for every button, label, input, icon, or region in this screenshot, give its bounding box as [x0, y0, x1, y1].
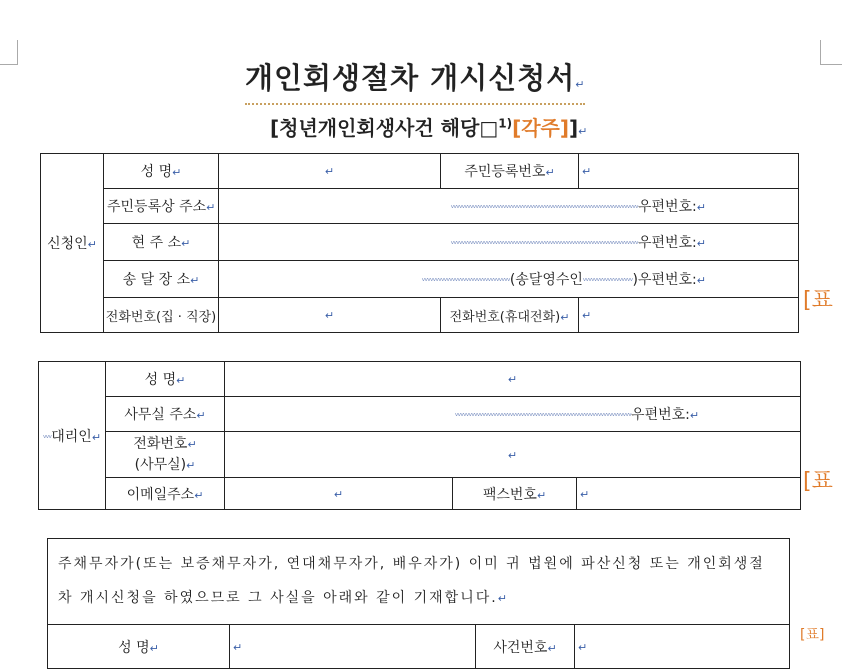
agent-name-field[interactable]: ↵ — [225, 362, 801, 397]
home-phone-label: 전화번호(집 · 직장) — [104, 298, 219, 333]
table-tag: [표 — [803, 469, 833, 494]
agent-name-label: 성 명↵ — [106, 362, 225, 397]
mobile-phone-label: 전화번호(휴대전화)↵ — [441, 298, 579, 333]
document-title: 개인회생절차 개시신청서↵ — [245, 60, 585, 105]
footnote-note[interactable]: [각주] — [512, 116, 569, 140]
page-corner-mark — [820, 40, 842, 65]
home-phone-field[interactable]: ↵ — [219, 298, 441, 333]
office-phone-field[interactable]: ↵ — [225, 432, 801, 478]
delivery-place-field[interactable]: ᵛᵛᵛᵛᵛᵛᵛᵛᵛᵛᵛᵛᵛᵛᵛᵛᵛᵛᵛᵛᵛᵛᵛᵛᵛᵛᵛᵛᵛᵛᵛᵛ(송달영수인ᵛᵛᵛᵛᵛᵛᵛᵛᵛᵛᵛᵛᵛᵛᵛᵛᵛᵛ)우편번호:↵ — [219, 261, 799, 298]
reg-address-label: 주민등록상 주소↵ — [104, 189, 219, 224]
email-label: 이메일주소↵ — [106, 478, 225, 510]
current-address-label: 현 주 소↵ — [104, 224, 219, 261]
office-address-field[interactable]: ᵛᵛᵛᵛᵛᵛᵛᵛᵛᵛᵛᵛᵛᵛᵛᵛᵛᵛᵛᵛᵛᵛᵛᵛᵛᵛᵛᵛᵛᵛᵛᵛᵛᵛᵛᵛᵛᵛᵛᵛᵛᵛᵛᵛᵛᵛᵛᵛᵛᵛᵛᵛᵛᵛᵛᵛᵛᵛᵛᵛᵛᵛᵛᵛ우편번호:↵ — [225, 397, 801, 432]
page-corner-mark — [0, 40, 18, 65]
rrn-label: 주민등록번호↵ — [441, 154, 579, 189]
reg-address-field[interactable]: ᵛᵛᵛᵛᵛᵛᵛᵛᵛᵛᵛᵛᵛᵛᵛᵛᵛᵛᵛᵛᵛᵛᵛᵛᵛᵛᵛᵛᵛᵛᵛᵛᵛᵛᵛᵛᵛᵛᵛᵛᵛᵛᵛᵛᵛᵛᵛᵛᵛᵛᵛᵛᵛᵛᵛᵛᵛᵛᵛᵛᵛᵛᵛᵛᵛᵛᵛᵛ우편번호:↵ — [219, 189, 799, 224]
applicant-table — [40, 153, 799, 333]
delivery-place-label: 송 달 장 소↵ — [104, 261, 219, 298]
related-case-table — [47, 538, 790, 669]
applicant-group-label: 신청인↵ — [41, 154, 104, 333]
fax-label: 팩스번호↵ — [453, 478, 577, 510]
related-name-label: 성 명↵ — [48, 625, 230, 669]
footnote-ref[interactable]: 1) — [498, 116, 513, 131]
name-field[interactable]: ↵ — [219, 154, 441, 189]
office-phone-label: 전화번호↵ (사무실)↵ — [106, 432, 225, 478]
rrn-field[interactable]: ↵ — [579, 154, 799, 189]
checkbox[interactable]: □ — [479, 116, 499, 140]
table-tag: [표] — [800, 627, 825, 643]
office-address-label: 사무실 주소↵ — [106, 397, 225, 432]
table-tag: [표 — [803, 288, 833, 313]
statement-text: 주채무자가(또는 보증채무자가, 연대채무자가, 배우자가) 이미 귀 법원에 파산신청 또는 개인회생절차 개시신청을 하였으므로 그 사실을 아래와 같이 기재합니다.↵ — [48, 539, 790, 625]
email-field[interactable]: ↵ — [225, 478, 453, 510]
name-label: 성 명↵ — [104, 154, 219, 189]
document-subtitle: [청년개인회생사건 해당□$^{1)}$[각주]]↵ — [270, 116, 588, 140]
agent-table — [38, 361, 801, 510]
mobile-phone-field[interactable]: ↵ — [579, 298, 799, 333]
current-address-field[interactable]: ᵛᵛᵛᵛᵛᵛᵛᵛᵛᵛᵛᵛᵛᵛᵛᵛᵛᵛᵛᵛᵛᵛᵛᵛᵛᵛᵛᵛᵛᵛᵛᵛᵛᵛᵛᵛᵛᵛᵛᵛᵛᵛᵛᵛᵛᵛᵛᵛᵛᵛᵛᵛᵛᵛᵛᵛᵛᵛᵛᵛᵛᵛᵛᵛᵛᵛᵛᵛ우편번호:↵ — [219, 224, 799, 261]
related-name-field[interactable]: ↵ — [230, 625, 476, 669]
case-number-label: 사건번호↵ — [476, 625, 575, 669]
fax-field[interactable]: ↵ — [577, 478, 801, 510]
case-number-field[interactable]: ↵ — [575, 625, 790, 669]
agent-group-label: ᵛᵛᵛ대리인↵ — [39, 362, 106, 510]
